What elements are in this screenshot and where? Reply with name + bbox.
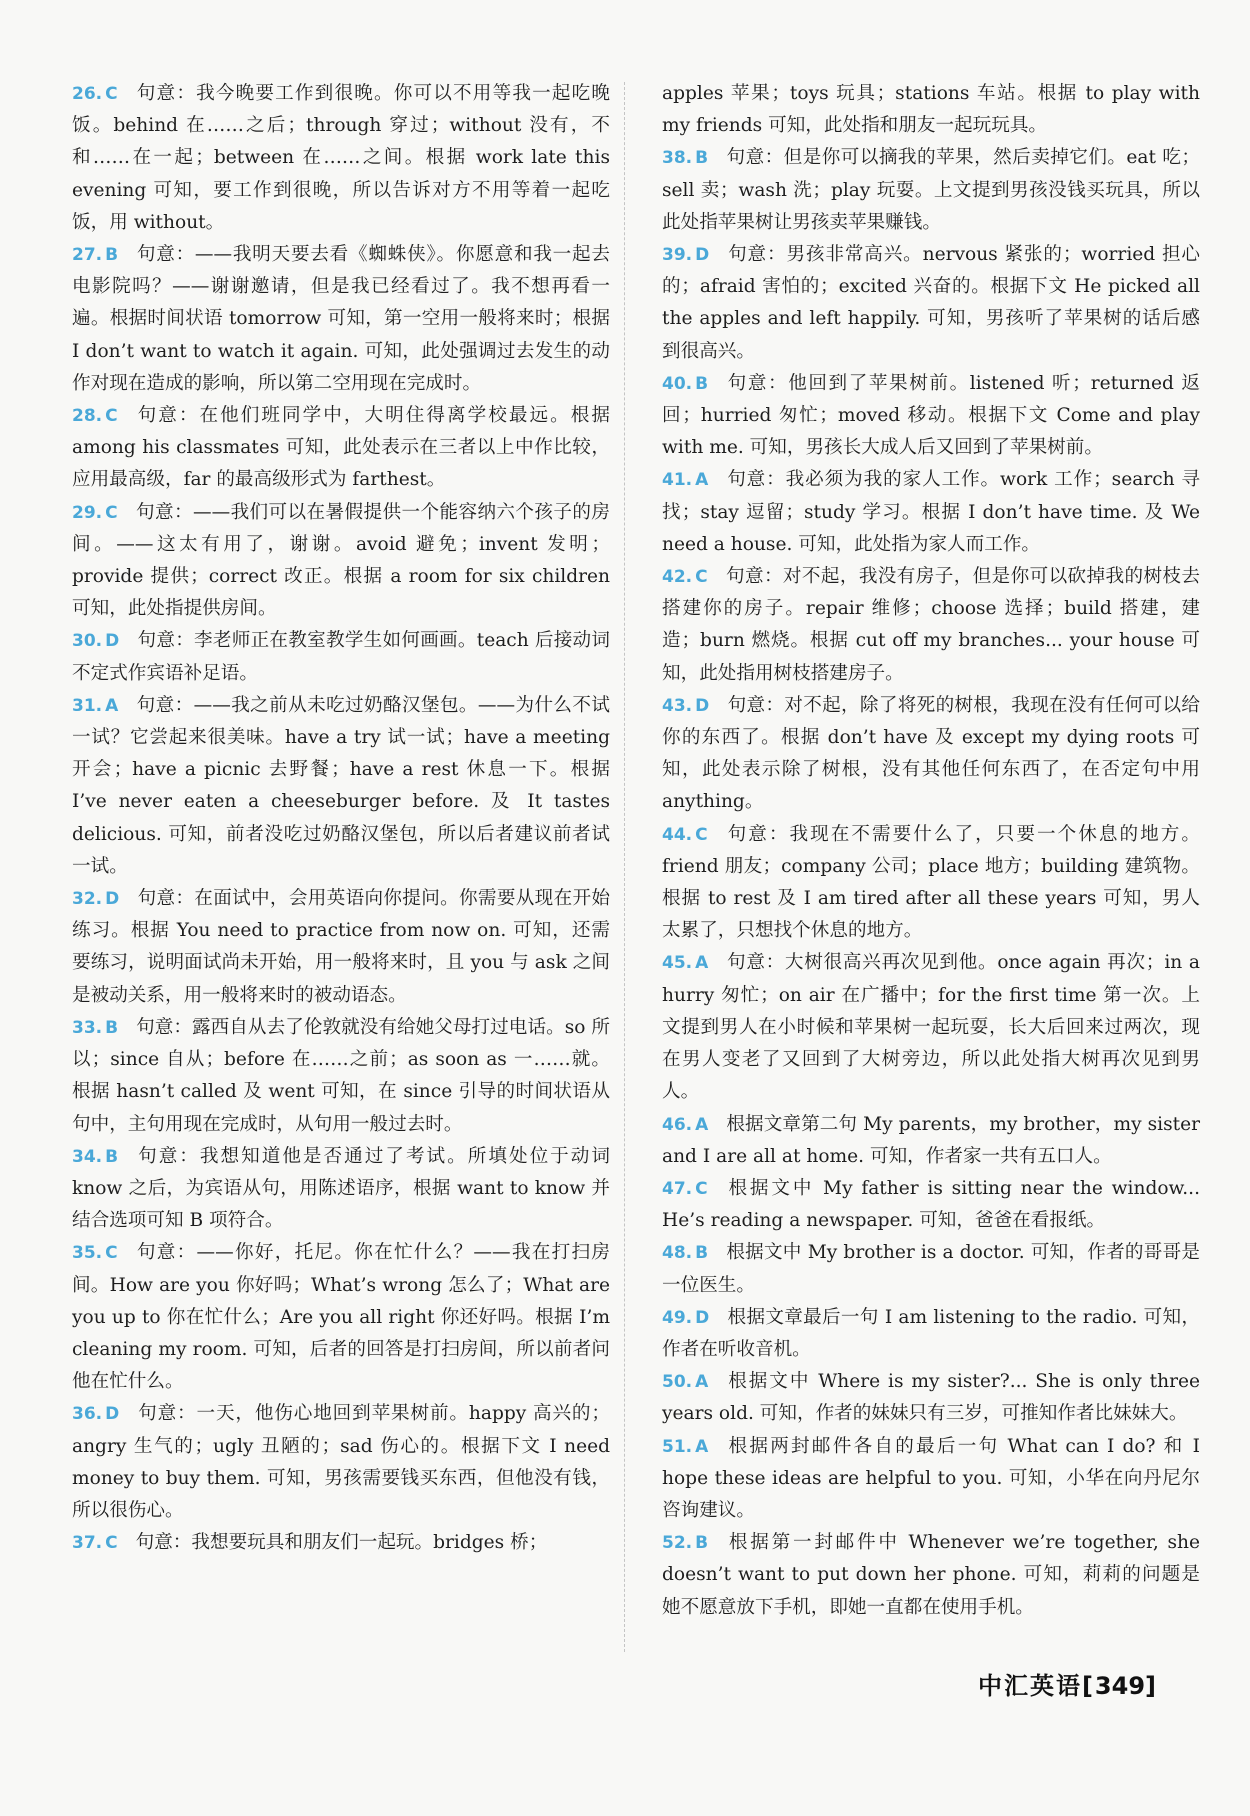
answer-letter: A (695, 1114, 709, 1135)
answer-letter: B (695, 148, 709, 169)
answer-letter: C (105, 502, 118, 523)
answer-entry (662, 78, 1200, 142)
answer-letter: B (105, 245, 119, 266)
explanation-text: 句意：对不起，我没有房子，但是你可以砍掉我的树枝去搭建你的房子。repair 维修；choose 选择；build 搭建，建造；burn 燃烧。根据 cut off my branches... your house 可知，此处指用树枝搭建房子。 (662, 566, 1200, 684)
explanation-text: 句意：露西自从去了伦敦就没有给她父母打过电话。so 所以；since 自从；before 在……之前；as soon as 一……就。根据 hasn’t called 及 went 可知，在 since 引导的时间状语从句中，主句用现在完成时，从句用一般过去时。 (72, 1016, 610, 1135)
explanation-text: 根据文中 My father is sitting near the window... He’s reading a newspaper. 可知，爸爸在看报纸。 (662, 1177, 1200, 1232)
question-number: 30. (72, 631, 103, 652)
answer-entry (662, 1366, 1200, 1430)
explanation-text: 句意：——我明天要去看《蜘蛛侠》。你愿意和我一起去电影院吗？——谢谢邀请，但是我已经看过了。我不想再看一遍。根据时间状语 tomorrow 可知，第一空用一般将来时；根据 I don’t want to watch it again. 可知，此处强调过去发生的动作对现在造成的影响，所以第二空用现在完成时。 (72, 244, 610, 394)
footer-brand: 中汇英语 (977, 1672, 1082, 1700)
answer-entry (72, 78, 610, 239)
answer-letter: C (695, 824, 708, 845)
column-divider (624, 82, 625, 1652)
explanation-text: 根据文中 My brother is a doctor. 可知，作者的哥哥是一位医生。 (662, 1242, 1200, 1296)
explanation-text: 根据文中 Where is my sister?... She is only three years old. 可知，作者的妹妹只有三岁，可推知作者比妹妹大。 (662, 1371, 1200, 1425)
answer-entry (662, 142, 1200, 239)
explanation-text: 句意：我现在不需要什么了，只要一个休息的地方。friend 朋友；company 公司；place 地方；building 建筑物。根据 to rest 及 I am tired after all these years 可知，男人太累了，只想找个休息的地方。 (662, 823, 1200, 942)
answer-letter: B (695, 1533, 709, 1554)
answer-letter: C (695, 1178, 708, 1199)
explanation-text: 句意：在面试中，会用英语向你提问。你需要从现在开始练习。根据 You need to practice from now on. 可知，还需要练习，说明面试尚未开始，用一般将来时，且 you 与 ask 之间是被动关系，用一般将来时的被动语态。 (72, 888, 610, 1006)
explanation-text: 句意：一天，他伤心地回到苹果树前。happy 高兴的；angry 生气的；ugly 丑陋的；sad 伤心的。根据下文 I need money to buy them. 可知，男孩需要钱买东西，但他没有钱，所以很伤心。 (72, 1403, 610, 1521)
answer-letter: C (105, 406, 118, 427)
answer-letter: C (105, 1243, 118, 1264)
question-number: 37. (72, 1533, 103, 1554)
question-number: 28. (72, 406, 103, 427)
question-number: 49. (662, 1307, 693, 1328)
explanation-text: 句意：——我之前从未吃过奶酪汉堡包。——为什么不试一试？它尝起来很美味。have a try 试一试；have a meeting 开会；have a picnic 去野餐；have a rest 休息一下。根据 I’ve never eaten a cheeseburger before. 及 It tastes delicious. 可知，前者没吃过奶酪汉堡包，所以后者建议前者试一试。 (72, 694, 610, 877)
explanation-text: 句意：但是你可以摘我的苹果，然后卖掉它们。eat 吃；sell 卖；wash 洗；play 玩耍。上文提到男孩没钱买玩具，所以此处指苹果树让男孩卖苹果赚钱。 (662, 147, 1200, 233)
answer-entry (662, 947, 1200, 1108)
answer-letter: A (695, 1372, 709, 1393)
explanation-text: 根据第一封邮件中 Whenever we’re together, she doesn’t want to put down her phone. 可知，莉莉的问题是她不愿意放下手机，即她一直都在使用手机。 (662, 1532, 1200, 1618)
answer-entry (662, 464, 1200, 561)
answer-entry (662, 1302, 1200, 1366)
explanation-text: 句意：他回到了苹果树前。listened 听；returned 返回；hurried 匆忙；moved 移动。根据下文 Come and play with me. 可知，男孩长大成人后又回到了苹果树前。 (662, 372, 1200, 459)
question-number: 38. (662, 148, 693, 169)
explanation-text: 句意：男孩非常高兴。nervous 紧张的；worried 担心的；afraid 害怕的；excited 兴奋的。根据下文 He picked all the apples and left happily. 可知，男孩听了苹果树的话后感到很高兴。 (662, 244, 1200, 362)
explanation-text: 句意：我今晚要工作到很晚。你可以不用等我一起吃晚饭。behind 在……之后；through 穿过；without 没有，不和……在一起；between 在……之间。根据 work late this evening 可知，要工作到很晚，所以告诉对方不用等着一起吃饭，用 without。 (72, 83, 610, 233)
question-number: 36. (72, 1404, 103, 1425)
question-number: 50. (662, 1372, 693, 1393)
answer-entry (72, 625, 610, 689)
question-number: 29. (72, 502, 103, 523)
left-column (72, 78, 610, 1559)
explanation-text: 句意：在他们班同学中，大明住得离学校最远。根据 among his classmates 可知，此处表示在三者以上中作比较，应用最高级，far 的最高级形式为 farthest。 (72, 405, 610, 491)
answer-letter: D (105, 889, 120, 910)
answer-entry (662, 1527, 1200, 1624)
answer-entry (662, 1109, 1200, 1173)
explanation-text: 句意：——我们可以在暑假提供一个能容纳六个孩子的房间。——这太有用了，谢谢。avoid 避免；invent 发明；provide 提供；correct 改正。根据 a room for six children 可知，此处指提供房间。 (72, 501, 610, 620)
answer-entry (72, 1398, 610, 1527)
explanation-text: apples 苹果；toys 玩具；stations 车站。根据 to play with my friends 可知，此处指和朋友一起玩玩具。 (662, 83, 1200, 137)
question-number: 45. (662, 953, 693, 974)
explanation-text: 句意：我必须为我的家人工作。work 工作；search 寻找；stay 逗留；study 学习。根据 I don’t have time. 及 We need a house. 可知，此处指为家人而工作。 (662, 469, 1200, 555)
answer-entry (662, 690, 1200, 819)
question-number: 40. (662, 373, 693, 394)
question-number: 35. (72, 1243, 103, 1264)
question-number: 26. (72, 84, 103, 104)
explanation-text: 句意：我想要玩具和朋友们一起玩。bridges 桥； (135, 1532, 548, 1554)
answer-entry (72, 1141, 610, 1238)
answer-entry (662, 1173, 1200, 1237)
answer-letter: B (695, 1243, 709, 1264)
question-number: 42. (662, 567, 693, 588)
answer-letter: C (695, 567, 708, 588)
answer-letter: B (105, 1146, 119, 1167)
explanation-text: 根据文章最后一句 I am listening to the radio. 可知，作者在听收音机。 (662, 1306, 1200, 1360)
question-number: 51. (662, 1436, 693, 1457)
explanation-text: 根据两封邮件各自的最后一句 What can I do? 和 I hope these ideas are helpful to you. 可知，小华在向丹尼尔咨询建议。 (662, 1435, 1200, 1521)
answer-letter: B (105, 1017, 119, 1038)
answer-letter: A (105, 695, 119, 716)
explanation-text: 句意：对不起，除了将死的树根，我现在没有任何可以给你的东西了。根据 don’t have 及 except my dying roots 可知，此处表示除了树根，没有其他任何东西了，在否定句中用 anything。 (662, 694, 1200, 813)
question-number: 41. (662, 470, 693, 491)
answer-letter: D (105, 1404, 120, 1425)
explanation-text: 句意：我想知道他是否通过了考试。所填处位于动词 know 之后，为宾语从句，用陈述语序，根据 want to know 并结合选项可知 B 项符合。 (72, 1145, 610, 1232)
answer-entry (72, 883, 610, 1012)
answer-entry (72, 239, 610, 400)
explanation-text: 句意：大树很高兴再次见到他。once again 再次；in a hurry 匆忙；on air 在广播中；for the first time 第一次。上文提到男人在小时候和苹果树一起玩耍，长大后回来过两次，现在男人变老了又回到了大树旁边，所以此处指大树再次见到男人。 (662, 952, 1200, 1103)
question-number: 27. (72, 245, 103, 266)
answer-entry (72, 400, 610, 497)
answer-entry (662, 819, 1200, 948)
explanation-text: 根据文章第二句 My parents，my brother，my sister and I are all at home. 可知，作者家一共有五口人。 (662, 1113, 1200, 1167)
answer-entry (662, 368, 1200, 465)
question-number: 39. (662, 245, 693, 266)
right-column (662, 78, 1200, 1624)
answer-letter: A (695, 953, 709, 974)
answer-entry (72, 690, 610, 883)
answer-letter: A (695, 470, 709, 491)
question-number: 34. (72, 1146, 103, 1167)
answer-entry (662, 561, 1200, 690)
answer-entry (662, 1431, 1200, 1528)
answer-letter: D (695, 695, 710, 716)
answer-letter: A (695, 1436, 709, 1457)
question-number: 47. (662, 1178, 693, 1199)
answer-entry (72, 1527, 610, 1559)
explanation-text: 句意：——你好，托尼。你在忙什么？——我在打扫房间。How are you 你好吗；What’s wrong 怎么了；What are you up to 你在忙什么；Are you all right 你还好吗。根据 I’m cleaning my room. 可知，后者的回答是打扫房间，所以前者问他在忙什么。 (72, 1242, 610, 1393)
page-footer: 中汇英语[349] (977, 1672, 1158, 1700)
page-number: 349 (1094, 1672, 1146, 1700)
answer-letter: C (105, 1533, 118, 1554)
answer-letter: B (695, 373, 709, 394)
answer-letter: D (695, 245, 710, 266)
answer-entry (662, 239, 1200, 368)
answer-entry (72, 497, 610, 626)
question-number: 46. (662, 1114, 693, 1135)
question-number: 48. (662, 1243, 693, 1264)
answer-letter: D (105, 631, 120, 652)
explanation-text: 句意：李老师正在教室教学生如何画画。teach 后接动词不定式作宾语补足语。 (72, 630, 610, 684)
answer-letter: C (105, 84, 118, 104)
answer-letter: D (695, 1307, 710, 1328)
question-number: 33. (72, 1017, 103, 1038)
question-number: 31. (72, 695, 103, 716)
answer-entry (72, 1012, 610, 1141)
question-number: 43. (662, 695, 693, 716)
question-number: 44. (662, 824, 693, 845)
question-number: 52. (662, 1533, 693, 1554)
answer-entry (662, 1237, 1200, 1301)
answer-entry (72, 1237, 610, 1398)
question-number: 32. (72, 889, 103, 910)
